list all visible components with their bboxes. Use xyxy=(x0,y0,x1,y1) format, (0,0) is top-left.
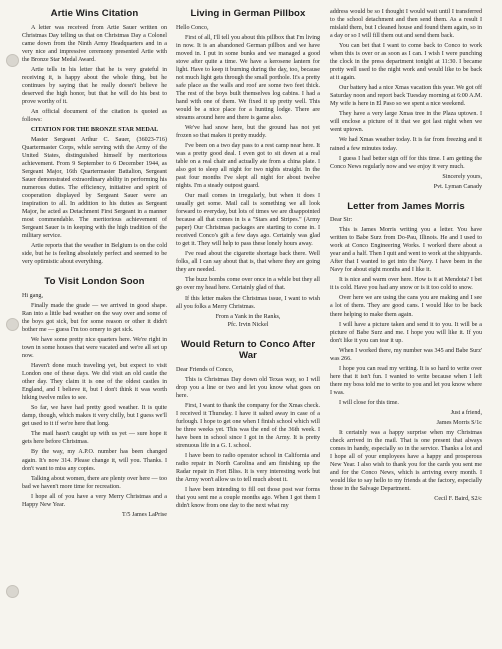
signature: T/5 James LaPrise xyxy=(121,511,167,518)
greeting: Hi gang, xyxy=(22,292,43,299)
paragraph: Haven't done much traveling yet, but expect to visit London one of these days. We did visit an old castle the other day. They claim it is one of the oldest castles in England, and I believe it, but I don't think it was worth hiking twelve miles to see. xyxy=(22,363,167,402)
paragraph: I hope you can read my writing. It is so hard to write over here that it isn't fun. I wanted to write because when I left there my boss told me to write to you and let you know where I was. xyxy=(330,365,482,396)
column-middle xyxy=(176,8,320,641)
paragraph: This is James Morris writing you a letter. You have written to Babe Surz from Do-Pau, Illinois. He and I used to work at Conco Engineering Works. I worked there about a year and a half. Then I quit and went to work at the shipyards. After that I wanted to get into the Navy. I have been in the Navy for about eight months and I like it. xyxy=(330,227,482,274)
paragraph: I've read about the cigarette shortage back there. Well folks, all I can say about that is, that where they are going they are needed. xyxy=(176,251,320,274)
article-title: Letter from James Morris xyxy=(347,200,465,212)
article-title: Living in German Pillbox xyxy=(190,8,306,19)
signature-name: Pvt. Lyman Canady xyxy=(433,183,482,190)
paragraph: Artie tells in his letter that he is very grateful in receiving it, is happy about the whole thing, but he continues by saying that he really doesn't believe he deserved the high honor, but that he will do his best to prove worthy of it. xyxy=(22,66,167,105)
paragraph: First of all, I'll tell you about this pillbox that I'm living in now. It is an abandoned German pillbox and we have moved in. I put in some bunks and we managed a good stove after quite a time. We have a kerosene lantern for light. Have to keep it burning during the day, too, because not much light gets through the small porthole. It's a pretty safe place as the walls and roof are some two feet thick. The rest of the boys built themselves log cabins. I had a hand with one of them. We fixed it up pretty well. This would be a nice place for a hunting lodge. There are streams around here and there is game also. xyxy=(176,34,320,121)
paragraph: I've been on a two day pass to a rest camp near here. It was a pretty good deal. I even got to sit down at a real table on a real chair and actually ate from a china plate. I also got to sleep all night for two nights straight. In the past four months I've slept all night for about twelve nights. I'm a steady outpost guard. xyxy=(176,142,320,190)
paragraph: The mail hasn't caught up with us yet — sure hope it gets here before Christmas. xyxy=(22,431,167,446)
citation-text: Master Sergeant Arthur C. Sauer, (36023-716) Quartermaster Corps, while serving with the Army of the United States, distinguished himself by meritorious achievement. From 9 September to 6 December 1944, as Sergeant Major, 16th Quartermaster Battalion, Sergeant Sauer demonstrated extraordinary ability in performing his numerous duties. The efficiency, initiative and spirit of cooperation displayed by Sergeant Sauer were an inspiration to all. In addition to his duties as Sergeant Major, he acted as Detachment First Sergeant in a manner most commendable. The meritorious achievement of Sergeant Sauer is in keeping with the high tradition of the military service. xyxy=(22,136,167,240)
postscript-signature: Cecil F. Baird, S2/c xyxy=(434,496,482,503)
article-visit-london xyxy=(22,276,167,518)
signature-name: Pfc. Irvin Nickel xyxy=(227,321,269,328)
paragraph: I will close for this time. xyxy=(339,399,399,406)
paragraph: We have some pretty nice quarters here. We're right in town in some houses that were vacated and we're all set up now. xyxy=(22,337,167,360)
greeting: Dear Sir: xyxy=(330,217,353,224)
article-title: Would Return to Conco After War xyxy=(180,338,316,362)
paragraph: Talking about women, there are plenty over here — too bad we haven't more time for recreation. xyxy=(22,475,167,490)
article-james-morris xyxy=(330,201,482,504)
paragraph: It is nice and warm over here. How is it at Mendota? I bet it is cold. Have you had any snow or is it too cold to snow. xyxy=(330,277,482,292)
binder-hole-top xyxy=(6,54,19,67)
paragraph: So far, we have had pretty good weather. It is quite damp, though, which makes it very chilly, but I guess we'll get used to it if we're here that long. xyxy=(22,405,167,428)
paragraph: Finally made the grade — we arrived in good shape. Ran into a little bad weather on the way over and some of the boys got sick, but for some reason or other it didn't bother me — guess I'm too ornery to get sick. xyxy=(22,302,167,334)
paragraph: By the way, my A.P.O. number has been changed again. It's now 314. Please change it, will you. Thanks. I don't want to miss any copies. xyxy=(22,449,167,472)
paragraph: Our battery had a nice Xmas vacation this year. We got off Saturday noon and report back Tuesday morning at 6:00 A.M. My wife is here in El Paso so we spent a nice weekend. xyxy=(330,85,482,108)
paragraph: First, I want to thank the company for the Xmas check. I received it Thursday. I have it salted away in case of a furlough. I hope to get one when I finish school which will be three weeks yet. This was the end of the 36th week. I have been in school since I got in the Army. It is pretty strenuous life in a G. I. school. xyxy=(176,402,320,449)
binder-hole-bottom xyxy=(6,585,19,598)
paragraph: You can bet that I want to come back to Conco to work when this is over or as soon as I can. I wish I were punching the clock in the press department tonight at 11:30. I became pretty well used to the night work and would like to be back at it again. xyxy=(330,43,482,82)
article-german-pillbox xyxy=(176,8,320,329)
paragraph: Artie reports that the weather in Belgium is on the cold side, but he is feeling absolutely perfect and seemed to be very optimistic about everything. xyxy=(22,243,167,266)
greeting: Dear Friends of Conco, xyxy=(176,366,234,373)
paragraph: If this letter makes the Christmas issue, I want to wish all you folks a Merry Christmas. xyxy=(176,295,320,310)
paragraph: Over here we are using the cans you are making and I see a lot of them. They are good cans. I would like to be back there helping to make them again. xyxy=(330,295,482,318)
paragraph: I have been to radio operator school in California and radio repair in North Carolina and am finishing up the Radar repair in Fort Bliss. It is very interesting work but the Army won't allow us to tell much about it. xyxy=(176,452,320,484)
article-artie-citation xyxy=(22,8,167,266)
paragraph: I have been intending to fill out those post war forms that you sent me a couple months ago. When I got them I didn't know from one day to the next what my xyxy=(176,487,320,510)
column-left xyxy=(22,8,167,641)
paragraph: address would be so I thought I would wait until I transferred to the school detachment and then send them. As a result I mislaid them, but I cleaned house and found them again, so in a day or so I will fill them out and send them back. xyxy=(330,9,482,40)
article-title: Artie Wins Citation xyxy=(50,8,139,19)
paragraph: We had Xmas weather today. It is far from freezing and it rained a few minutes today. xyxy=(330,137,482,152)
signature-line: From a Yank in the Ranks, xyxy=(215,313,281,320)
paragraph: This is Christmas Day down old Texas way, so I will drop you a line or two and let you know what goes on here. xyxy=(176,376,320,399)
paragraph: An official document of the citation is quoted as follows: xyxy=(22,108,167,123)
paragraph: I guess I had better sign off for this time. I am getting the Conco News regularly now and we enjoy it very much. xyxy=(330,155,482,170)
postscript: It certainly was a happy surprise when my Christmas check arrived in the mail. That is one present that always comes in handy, especially so in the service. Thanks a lot and I hope all of your employees have a happy and prosperous New Year. I also wish to thank you for the cards you sent me and for the Conco News, which is arriving every month. I would like to say hello to my friends at the factory, especially those in the Salvage Department. xyxy=(330,429,482,493)
paragraph: We've had snow here, but the ground has not yet frozen so that makes it pretty muddy. xyxy=(176,124,320,139)
signature-closing: Sincerely yours, xyxy=(442,173,482,180)
column-right xyxy=(330,8,482,641)
signature-closing: Just a friend, xyxy=(450,409,482,416)
paragraph: I hope all of you have a very Merry Christmas and a Happy New Year. xyxy=(22,493,167,508)
binder-hole-middle xyxy=(6,318,19,331)
article-continuation xyxy=(330,8,482,191)
paragraph: They have a very large Xmas tree in the Plaza uptown. I will enclose a picture of it that we got last night when we went uptown. xyxy=(330,111,482,134)
paragraph: When I worked there, my number was 345 and Babe Surz' was 266. xyxy=(330,347,482,362)
greeting: Hello Conco, xyxy=(176,24,209,31)
citation-heading: CITATION FOR THE BRONZE STAR MEDAL xyxy=(30,126,159,133)
article-title: To Visit London Soon xyxy=(44,276,145,288)
paragraph: I will have a picture taken and send it to you. It will be a picture of Babe Surz and me. I hope you will like it. If you don't like it you can tear it up. xyxy=(330,321,482,344)
paragraph: A letter was received from Artie Sauer written on Christmas Day telling us that on Christmas Day a Colonel came down from the Ninth Army Headquarters and in a very nice and impressive ceremony presented Artie with the Bronze Star Medal Award. xyxy=(22,24,167,63)
signature-name: James Morris S/1c xyxy=(436,419,482,426)
paragraph: The buzz bombs come over once in a while but they all go over my head here. Certainly glad of that. xyxy=(176,277,320,292)
article-return-to-conco xyxy=(176,339,320,511)
paragraph: Our mail comes in irregularly, but when it does I usually get some. Mail call is something we all look forward to everyday, but lots of times we are disappointed because all that comes in is a "Stars and Stripes." (Army paper) Our Christmas packages are starting to come in. I received Conco's gift a few days ago. Certainly was glad to get it. They will help to pass these lonely hours away. xyxy=(176,193,320,248)
